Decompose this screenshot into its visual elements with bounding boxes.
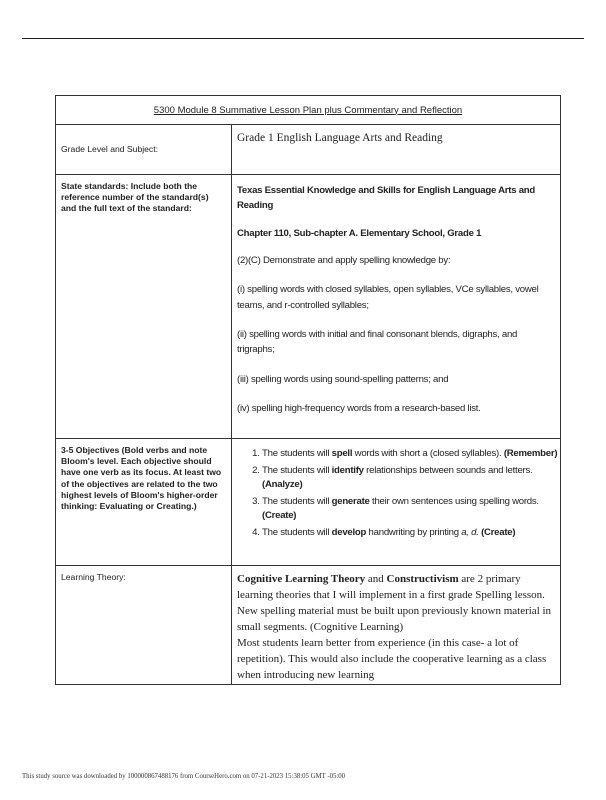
standards-heading-1: Texas Essential Knowledge and Skills for English Language Arts and Reading — [237, 185, 536, 212]
theory-paragraph-2: New spelling material must be built upon previously known material in small segments. (Cognitive Learning) — [237, 604, 552, 633]
objective-item: 3. The students will generate their own sentences using spelling words. (Create) — [262, 495, 560, 522]
top-rule — [22, 38, 584, 39]
document-title: 5300 Module 8 Summative Lesson Plan plus Commentary and Reflection — [56, 96, 561, 125]
grade-label-text: Grade Level and Subject: — [61, 143, 158, 154]
standards-row — [56, 175, 561, 439]
standard-item: (ii) spelling words with initial and final consonant blends, digraphs, and trigraphs; — [237, 329, 518, 356]
objective-item: 4. The students will develop handwriting by printing a, d. (Create) — [262, 526, 560, 539]
standards-heading-2: Chapter 110, Sub-chapter A. Elementary School, Grade 1 — [237, 227, 482, 239]
theory-label: Learning Theory: — [56, 566, 232, 685]
theory-paragraph-1: Cognitive Learning Theory and Constructivism are 2 primary learning theories that I will implement in a first grade Spelling lesson. — [237, 573, 545, 601]
objectives-content — [232, 439, 561, 566]
objectives-row — [56, 439, 561, 566]
standard-item: (iv) spelling high-frequency words from a research-based list. — [237, 403, 481, 415]
lesson-plan-table — [55, 95, 561, 685]
objectives-label: 3-5 Objectives (Bold verbs and note Bloom's level. Each objective should have one verb as its focus. At least two of the objectives are related to the two highest levels of Bloom's higher-order thinking: Evaluating or Creating.) — [56, 439, 232, 566]
download-footer: This study source was downloaded by 100000867488176 from CourseHero.com on 07-21-2023 15:38:05 GMT -05:00 — [22, 773, 346, 780]
standard-item: (i) spelling words with closed syllables, open syllables, VCe syllables, vowel teams, and r-controlled syllables; — [237, 284, 539, 311]
objectives-list — [232, 439, 560, 540]
theory-row — [56, 566, 561, 685]
grade-label — [56, 125, 232, 175]
standard-item: (2)(C) Demonstrate and apply spelling knowledge by: — [237, 255, 451, 267]
objective-item: 1. The students will spell words with short a (closed syllables). (Remember) — [262, 447, 560, 460]
standard-item: (iii) spelling words using sound-spelling patterns; and — [237, 373, 449, 385]
objective-item: 2. The students will identify relationships between sounds and letters. (Analyze) — [262, 464, 560, 491]
title-row — [56, 96, 561, 125]
theory-content — [232, 566, 561, 685]
standards-content — [232, 175, 561, 439]
theory-paragraph-3: Most students learn better from experience (in this case- a lot of repetition). This would also include the cooperative learning as a class when introducing new learning — [237, 636, 547, 681]
standards-label: State standards: Include both the reference number of the standard(s) and the full text of the standard: — [56, 175, 232, 439]
grade-value: Grade 1 English Language Arts and Reading — [232, 125, 561, 175]
grade-row — [56, 125, 561, 175]
